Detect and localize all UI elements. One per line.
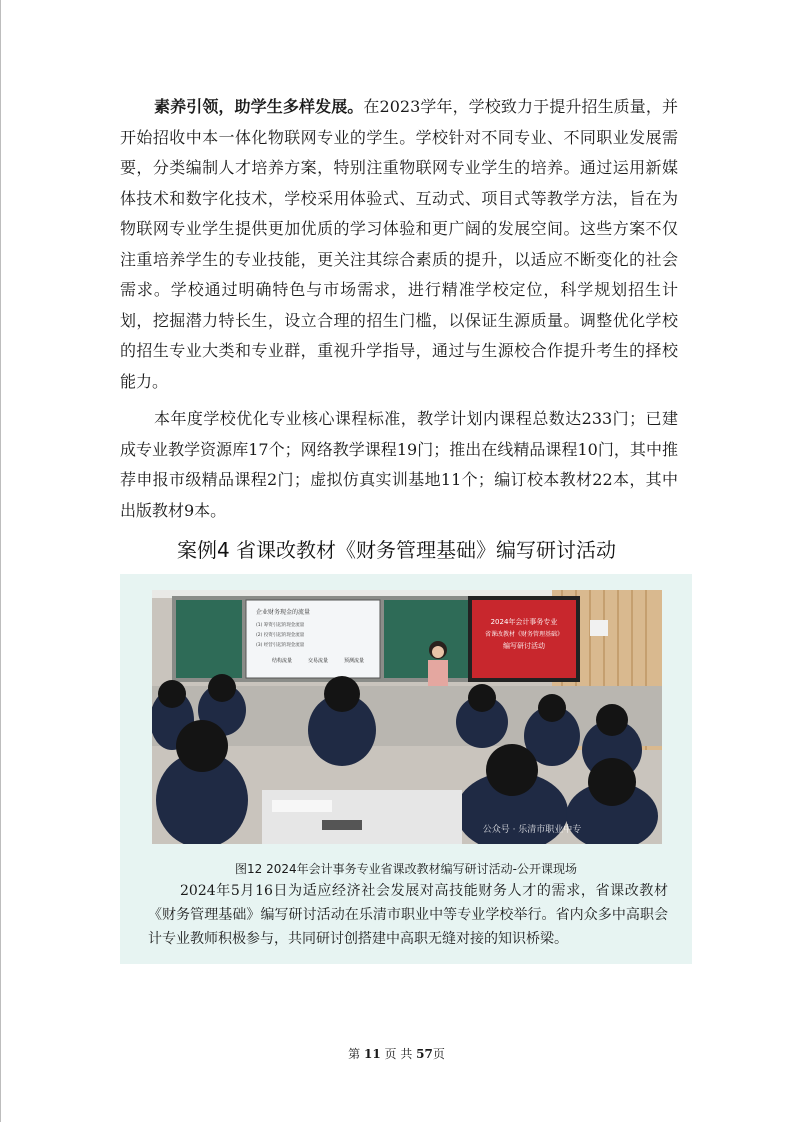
screen-line-1: 2024年会计事务专业 xyxy=(490,618,558,626)
footer-current-page: 11 xyxy=(363,1047,381,1061)
case-box xyxy=(120,574,692,964)
board-line-1: (1) 筹资引起的现金流量 xyxy=(256,623,305,628)
figure-caption: 图12 2024年会计事务专业省课改教材编写研讨活动-公开课现场 xyxy=(235,862,577,876)
paragraph-student-development xyxy=(120,92,678,397)
screen-line-2: 省课改教材《财务管理基础》 xyxy=(484,631,564,638)
paragraph-curriculum-stats: 本年度学校优化专业核心课程标准，教学计划内课程总数达233门；已建成专业教学资源库17个；网络教学课程19门；推出在线精品课程10门，其中推荐申报市级精品课程2门；虚拟仿真实训基地11个；编订校本教材22本，其中出版教材9本。 xyxy=(120,409,678,520)
board-line-3: (3) 经营引起的现金流量 xyxy=(256,643,305,648)
board-footer-1: 结构流量 xyxy=(272,658,293,664)
paragraph-body: 在2023学年，学校致力于提升招生质量，并开始招收中本一体化物联网专业的学生。学校针对不同专业、不同职业发展需要，分类编制人才培养方案，特别注重物联网专业学生的培养。通过运用新媒体技术和数字化技术，学校采用体验式、互动式、项目式等教学方法，旨在为物联网专业学生提供更加优质的学习体验和更广阔的发展空间。这些方案不仅注重培养学生的专业技能，更关注其综合素质的提升，以适应不断变化的社会需求。学校通过明确特色与市场需求，进行精准学校定位，科学规划招生计划，挖掘潜力特长生，设立合理的招生门槛，以保证生源质量。调整优化学校的招生专业大类和专业群，重视升学指导，通过与生源校合作提升考生的择校能力。 xyxy=(120,97,678,391)
board-line-2: (2) 投资引起的现金流量 xyxy=(256,633,305,638)
paragraph-lead: 素养引领，助学生多样发展。 xyxy=(154,97,364,116)
screen-line-3: 编写研讨活动 xyxy=(503,642,545,650)
board-footer-2: 交易流量 xyxy=(308,658,329,664)
footer-prefix: 第 xyxy=(348,1047,361,1061)
case-description: 2024年5月16日为适应经济社会发展对高技能财务人才的需求，省课改教材《财务管理基础》编写研讨活动在乐清市职业中等专业学校举行。省内众多中高职会计专业教师积极参与，共同研讨创搭建中高职无缝对接的知识桥梁。 xyxy=(148,883,668,947)
board-title: 企业财务现金的流量 xyxy=(256,609,311,616)
photo-watermark: 公众号 · 乐清市职业中专 xyxy=(482,825,582,835)
footer-total-pages: 57 xyxy=(416,1047,433,1061)
page-footer xyxy=(0,1046,793,1062)
case-title: 案例4 省课改教材《财务管理基础》编写研讨活动 xyxy=(176,538,617,562)
board-footer-3: 预测流量 xyxy=(344,658,365,664)
footer-middle: 页 共 xyxy=(384,1047,413,1061)
classroom-photo xyxy=(152,590,662,844)
footer-suffix: 页 xyxy=(432,1047,445,1061)
